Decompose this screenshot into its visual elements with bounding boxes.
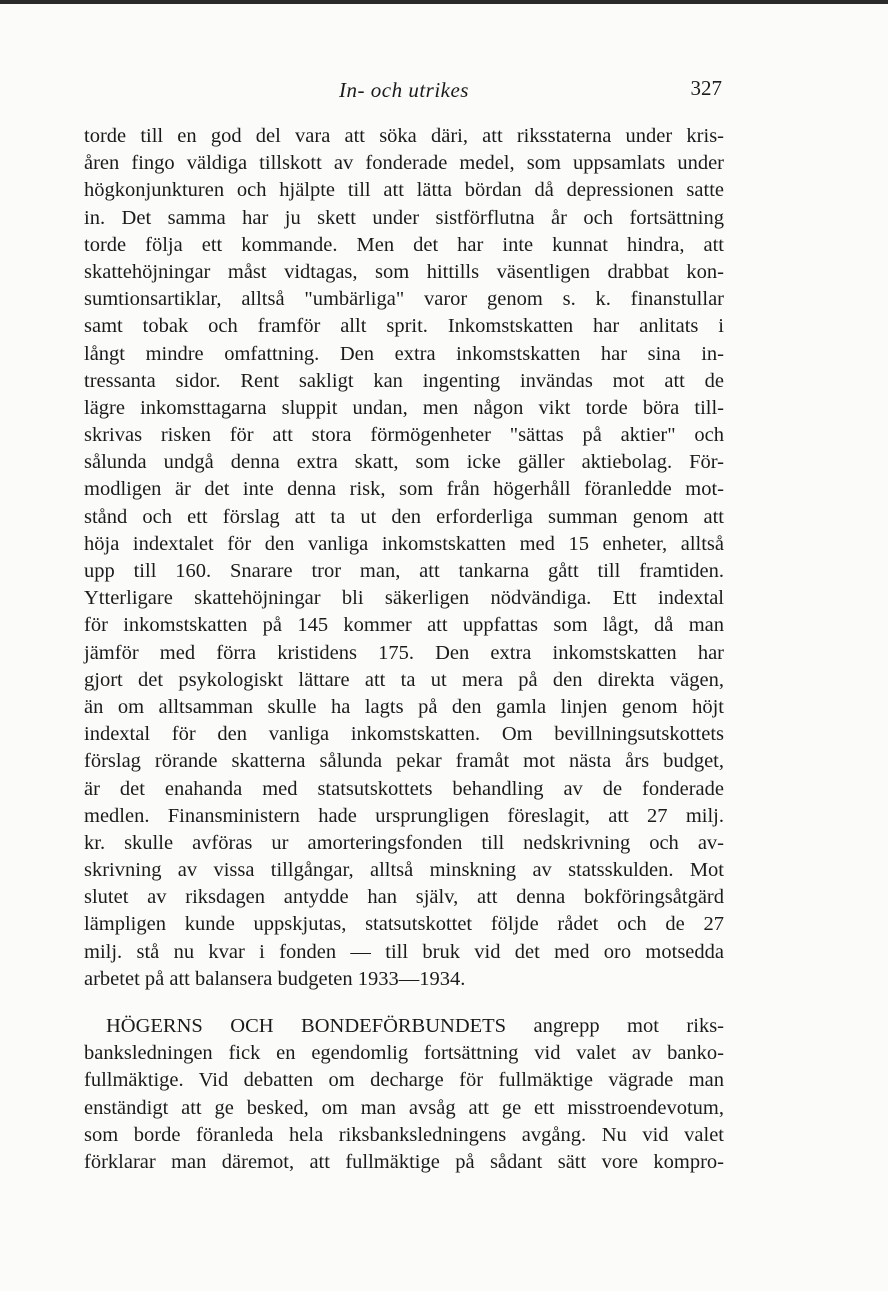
text-line: förslag rörande skatterna sålunda pekar framåt mot nästa års budget, [84,750,724,773]
text-line: torde till en god del vara att söka däri, att riksstaterna under kris- [84,125,724,147]
text-line: banksledningen fick en egendomlig fortsättning vid valet av banko- [84,1042,724,1065]
page-header [84,72,724,106]
text-line: skrivning av vissa tillgångar, alltså minskning av statsskulden. Mot [84,859,724,882]
text-line: åren fingo väldiga tillskott av fonderade medel, som uppsamlats under [84,152,724,175]
page-number: 327 [690,76,722,100]
text-line: in. Det samma har ju skett under sistförflutna år och fortsättning [84,206,724,229]
text-line: är det enahanda med statsutskottets behandling av de fonderade [84,777,724,800]
page-top-edge [0,0,888,4]
text-line: enständigt att ge besked, om man avsåg att ge ett misstroendevotum, [84,1096,724,1119]
paragraph-riksbank [84,1013,724,1176]
text-line: skattehöjningar måst vidtagas, som hittills väsentligen drabbat kon- [84,260,724,283]
text-line: för inkomstskatten på 145 kommer att uppfattas som lågt, då man [84,614,724,637]
text-line: som borde föranleda hela riksbanksledningens avgång. Nu vid valet [84,1123,724,1146]
text-line: tressanta sidor. Rent sakligt kan ingenting invändas mot att de [84,369,724,392]
text-line: HÖGERNS OCH BONDEFÖRBUNDETS angrepp mot riks- [106,1015,724,1037]
text-line: förklarar man däremot, att fullmäktige på sådant sätt vore kompro- [84,1150,724,1173]
paragraph-taxes [84,123,724,993]
text-line: fullmäktige. Vid debatten om decharge för fullmäktige vägrade man [84,1069,724,1092]
text-line: högkonjunkturen och hjälpte till att lätta bördan då depressionen satte [84,179,724,202]
text-line: torde följa ett kommande. Men det har inte kunnat hindra, att [84,233,724,256]
text-line: slutet av riksdagen antydde han själv, att denna bokföringsåtgärd [84,886,724,909]
text-line: arbetet på att balansera budgeten 1933—1934. [84,967,466,990]
text-line: milj. stå nu kvar i fonden — till bruk vid det med oro motsedda [84,940,724,963]
text-line: än om alltsamman skulle ha lagts på den gamla linjen genom höjt [84,695,724,718]
text-line: Ytterligare skattehöjningar bli säkerligen nödvändiga. Ett indextal [84,587,724,610]
text-line: upp till 160. Snarare tror man, att tankarna gått till framtiden. [84,560,724,582]
text-line: lämpligen kunde uppskjutas, statsutskottet följde rådet och de 27 [84,913,724,936]
text-line: sumtionsartiklar, alltså "umbärliga" varor genom s. k. finanstullar [84,288,724,311]
text-line: gjort det psykologiskt lättare att ta ut mera på den direkta vägen, [84,668,724,691]
text-line: höja indextalet för den vanliga inkomstskatten med 15 enheter, alltså [84,532,724,555]
text-line: modligen är det inte denna risk, som från högerhåll föranledde mot- [84,478,724,501]
text-line: medlen. Finansministern hade ursprungligen föreslagit, att 27 milj. [84,804,724,827]
text-line: stånd och ett förslag att ta ut den erforderliga summan genom att [84,505,724,528]
text-line: långt mindre omfattning. Den extra inkomstskatten har sina in- [84,342,724,365]
text-line: samt tobak och framför allt sprit. Inkomstskatten har anlitats i [84,315,724,338]
running-head: In- och utrikes [339,78,469,102]
text-line: jämför med förra kristidens 175. Den extra inkomstskatten har [84,641,724,664]
text-line: lägre inkomsttagarna sluppit undan, men någon vikt torde böra till- [84,396,724,419]
text-line: sålunda undgå denna extra skatt, som icke gäller aktiebolag. För- [84,451,724,474]
text-line: indextal för den vanliga inkomstskatten. Om bevillningsutskottets [84,723,724,746]
text-line: kr. skulle avföras ur amorteringsfonden till nedskrivning och av- [84,831,724,854]
text-line: skrivas risken för att stora förmögenheter "sättas på aktier" och [84,424,724,447]
